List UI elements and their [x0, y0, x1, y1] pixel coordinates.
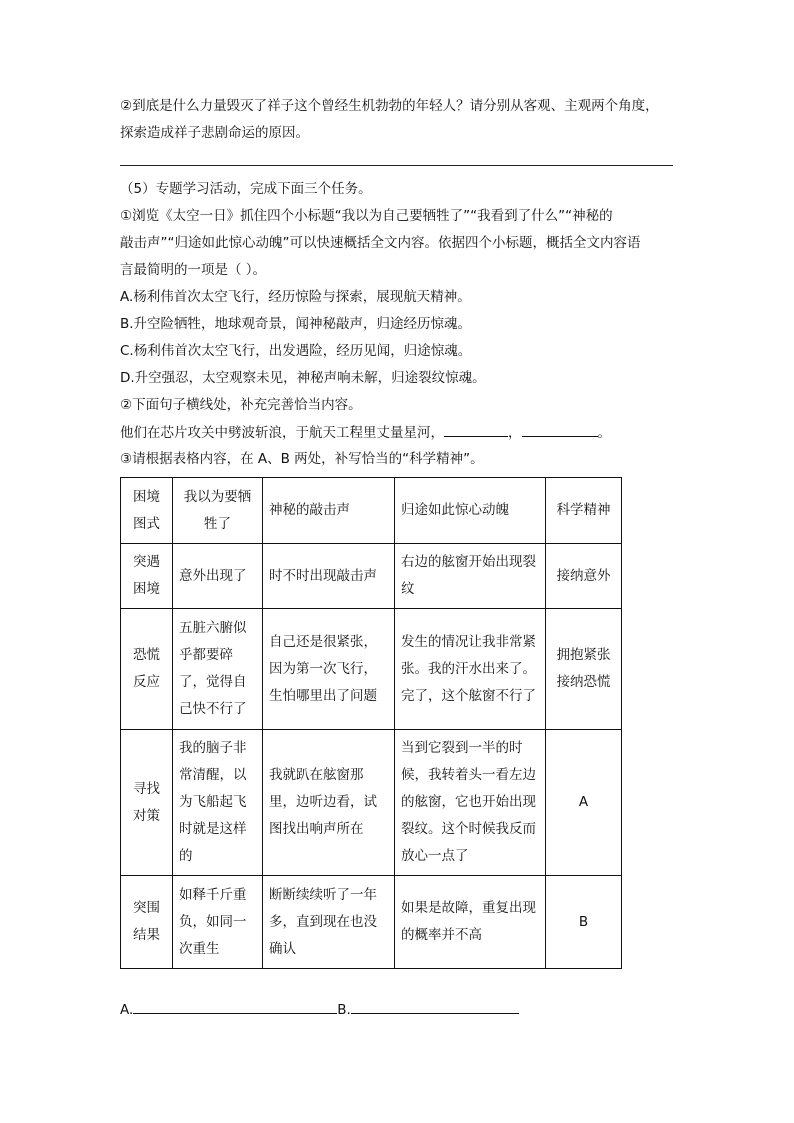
science-spirit-table — [120, 477, 622, 969]
sentence-start: 他们在芯片攻关中劈波斩浪，于航天工程里丈量星河， — [120, 425, 444, 441]
table-header-cell: 归途如此惊心动魄 — [395, 478, 546, 544]
fill-blank-2[interactable] — [522, 422, 598, 437]
option-d: D.升空强忍，太空观察未见，神秘声响未解，归途裂纹惊魂。 — [120, 370, 486, 386]
table-cell: 自己还是很紧张，因为第一次飞行，生怕哪里出了问题 — [263, 609, 395, 730]
table-row — [121, 876, 622, 969]
option-a: A.杨利伟首次太空飞行，经历惊险与探索，展现航天精神。 — [120, 289, 471, 305]
table-cell: 意外出现了 — [173, 544, 263, 609]
table-cell: 拥抱紧张接纳恐慌 — [546, 609, 622, 730]
table-row — [121, 609, 622, 730]
answer-slot-b: B — [546, 876, 622, 969]
table-row — [121, 544, 622, 609]
table-cell: 右边的舷窗开始出现裂纹 — [395, 544, 546, 609]
task-2-prompt: ②下面句子横线处，补充完善恰当内容。 — [120, 397, 362, 413]
table-row — [121, 730, 622, 876]
table-header-cell: 神秘的敲击声 — [263, 478, 395, 544]
question-5-heading: （5）专题学习活动，完成下面三个任务。 — [120, 181, 372, 197]
table-cell: 突围结果 — [121, 876, 173, 969]
table-header-cell: 科学精神 — [546, 478, 622, 544]
sentence-end: 。 — [597, 425, 611, 441]
table-cell: 接纳意外 — [546, 544, 622, 609]
answer-a-blank[interactable] — [133, 999, 337, 1014]
table-header-cell: 困境图式 — [121, 478, 173, 544]
question-2-line-2: 探索造成祥子悲剧命运的原因。 — [120, 125, 309, 141]
answer-b-blank[interactable] — [351, 999, 519, 1014]
table-header-row — [121, 478, 622, 544]
table-cell: 发生的情况让我非常紧张。我的汗水出来了。完了，这个舷窗不行了 — [395, 609, 546, 730]
answer-line — [120, 165, 673, 166]
sentence-mid: ， — [508, 425, 522, 441]
task-1-line-1: ①浏览《太空一日》抓住四个小标题“我以为自己要牺牲了”“我看到了什么”“神秘的 — [120, 208, 613, 224]
table-cell: 如释千斤重负，如同一次重生 — [173, 876, 263, 969]
table-cell: 突遇困境 — [121, 544, 173, 609]
task-3-prompt: ③请根据表格内容，在 A、B 两处，补写恰当的“科学精神”。 — [120, 451, 484, 467]
answer-slot-a: A — [546, 730, 622, 876]
table-cell: 寻找对策 — [121, 730, 173, 876]
table-cell: 时不时出现敲击声 — [263, 544, 395, 609]
question-2-line-1: ②到底是什么力量毁灭了祥子这个曾经生机勃勃的年轻人？请分别从客观、主观两个角度， — [120, 98, 659, 114]
answer-lines — [120, 999, 519, 1019]
fill-blank-1[interactable] — [444, 422, 508, 437]
option-b: B.升空险牺牲，地球观奇景，闻神秘敲声，归途经历惊魂。 — [120, 316, 472, 332]
table-cell: 当到它裂到一半的时候，我转着头一看左边的舷窗，它也开始出现裂纹。这个时候我反而放心一点了 — [395, 730, 546, 876]
option-c: C.杨利伟首次太空飞行，出发遇险，经历见闻，归途惊魂。 — [120, 343, 472, 359]
table-cell: 我的脑子非常清醒，以为飞船起飞时就是这样的 — [173, 730, 263, 876]
task-2-sentence — [120, 422, 611, 443]
table-cell: 我就趴在舷窗那里，边听边看，试图找出响声所在 — [263, 730, 395, 876]
task-1-line-2: 敲击声”“归途如此惊心动魄”可以快速概括全文内容。依据四个小标题，概括全文内容语 — [120, 235, 641, 251]
answer-b-label: B. — [337, 1002, 351, 1018]
task-1-line-3: 言最简明的一项是（ ）。 — [120, 262, 267, 278]
table-header-cell: 我以为要牺牲了 — [173, 478, 263, 544]
answer-a-label: A. — [120, 1002, 134, 1018]
table-cell: 恐慌反应 — [121, 609, 173, 730]
table-cell: 断断续续听了一年多，直到现在也没确认 — [263, 876, 395, 969]
table-cell: 如果是故障，重复出现的概率并不高 — [395, 876, 546, 969]
table-cell: 五脏六腑似乎都要碎了，觉得自己快不行了 — [173, 609, 263, 730]
